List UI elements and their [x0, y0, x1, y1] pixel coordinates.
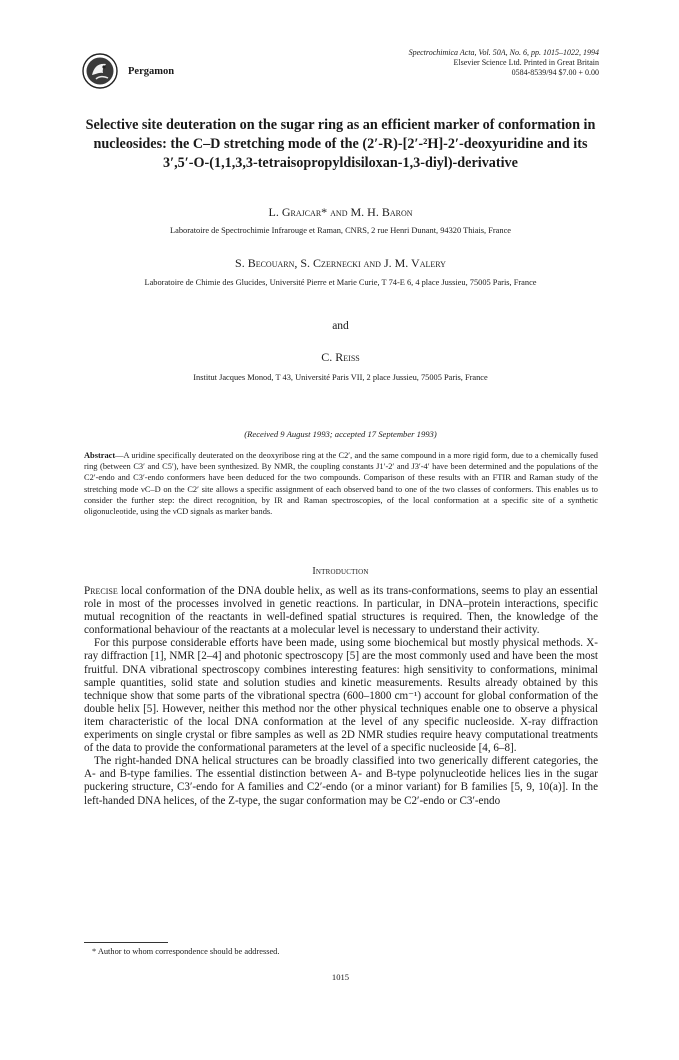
- paragraph-3: The right-handed DNA helical structures can be broadly classified into two generically different categories, the A- and B-type families. The essential distinction between A- and B-type polynucleotide helices lies in the sugar puckering structure, C3′-endo for A families and C2′-endo (or a minor variant) for B families [5, 9, 10(a)]. In the left-handed DNA helices, of the Z-type, the sugar conformation may be C2′-endo or C3′-endo: [84, 755, 598, 807]
- publisher-name: Pergamon: [128, 66, 175, 77]
- price-code: 0584-8539/94 $7.00 + 0.00: [511, 68, 599, 77]
- publisher-line: Elsevier Science Ltd. Printed in Great Britain: [453, 58, 599, 67]
- footnote-rule: [84, 942, 168, 943]
- footnote: * Author to whom correspondence should be addressed.: [92, 947, 280, 956]
- journal-citation: Spectrochimica Acta, Vol. 50A, No. 6, pp. 1015–1022, 1994: [408, 48, 599, 57]
- affiliation-3: Institut Jacques Monod, T 43, Université Paris VII, 2 place Jussieu, 75005 Paris, France: [193, 373, 488, 382]
- abstract-label: Abstract: [84, 451, 116, 460]
- journal-info: [259, 48, 599, 78]
- section-heading-introduction: Introduction: [312, 566, 369, 577]
- affiliation-2: Laboratoire de Chimie des Glucides, Université Pierre et Marie Curie, T 74-E 6, 4 place Jussieu, 75005 Paris, France: [144, 278, 537, 287]
- author-group-2: S. Becouarn, S. Czernecki and J. M. Valery: [235, 256, 446, 270]
- page-number: 1015: [331, 972, 350, 982]
- received-dates: (Received 9 August 1993; accepted 17 September 1993): [244, 429, 437, 439]
- pergamon-logo-icon: [82, 53, 118, 89]
- abstract: [84, 450, 598, 517]
- and-separator: and: [332, 320, 349, 332]
- affiliation-1: Laboratoire de Spectrochimie Infrarouge et Raman, CNRS, 2 rue Henri Dunant, 94320 Thiais, France: [169, 226, 512, 235]
- article-title: Selective site deuteration on the sugar ring as an efficient marker of conformation in nucleosides: the C–D stretching mode of the (2′-R)-[2′-²H]-2′-deoxyuridine and its 3′,5′-O-(1,1,3,3-tetraisopropyldisiloxan-1,3-diyl)-derivative: [85, 117, 596, 171]
- author-group-1: L. Grajcar* and M. H. Baron: [268, 205, 413, 219]
- abstract-text: —A uridine specifically deuterated on the deoxyribose ring at the C2′, and the same compound in a more rigid form, due to a chemically fused ring (between C3′ and C5′), have been synthesized. By NMR, the coupling constants J1′-2′ and J3′-4′ have been determined and the populations of the C2′-endo and C3′-endo conformers have been deduced for the two compounds. Comparison of these results with an FTIR and Raman study of the stretching mode νC–D on the C2′ site allows a specific assignment of each observed band to one of the two classes of conformers. This enables us to consider the further step: the direct recognition, by IR and Raman spectroscopies, of the local conformation at a specific site of a synthetic oligonucleotide, using the νCD signals as marker bands.: [84, 451, 598, 517]
- paragraph-1: Precise local conformation of the DNA double helix, as well as its trans-conformations, seems to play an essential role in most of the processes involved in genetic reactions. In particular, in DNA–protein interactions, specific mutual recognition of the reactants in well-defined spatial structures is required. Then, the knowledge of the conformational behaviour of the reactants at a molecular level is necessary to understand their activity.: [84, 585, 598, 637]
- introduction-body: [84, 585, 598, 808]
- paragraph-2: For this purpose considerable efforts have been made, using some biochemical but mostly physical methods. X-ray diffraction [1], NMR [2–4] and photonic spectroscopy [5] are the most commonly used and have been the most fruitful. DNA vibrational spectroscopy combines interesting features: high sensitivity to conformations, minimal sample quantities, solid state and solution studies and kinetic measurements. Results already obtained by this technique show that some parts of the vibrational spectra (600–1800 cm⁻¹) account for global conformation of the double helix [5]. However, neither this method nor the other physical techniques enable one to observe a physical item characteristic of the local DNA conformation at the level of any specific nucleoside. X-ray diffraction experiments on single crystal or fibre samples as well as 2D NMR studies require heavy computational treatments of the data to provide the conformational parameters at the level of a specific nucleoside [4, 6–8].: [84, 637, 598, 755]
- first-word: Precise: [84, 585, 118, 597]
- author-group-3: C. Reiss: [321, 350, 360, 364]
